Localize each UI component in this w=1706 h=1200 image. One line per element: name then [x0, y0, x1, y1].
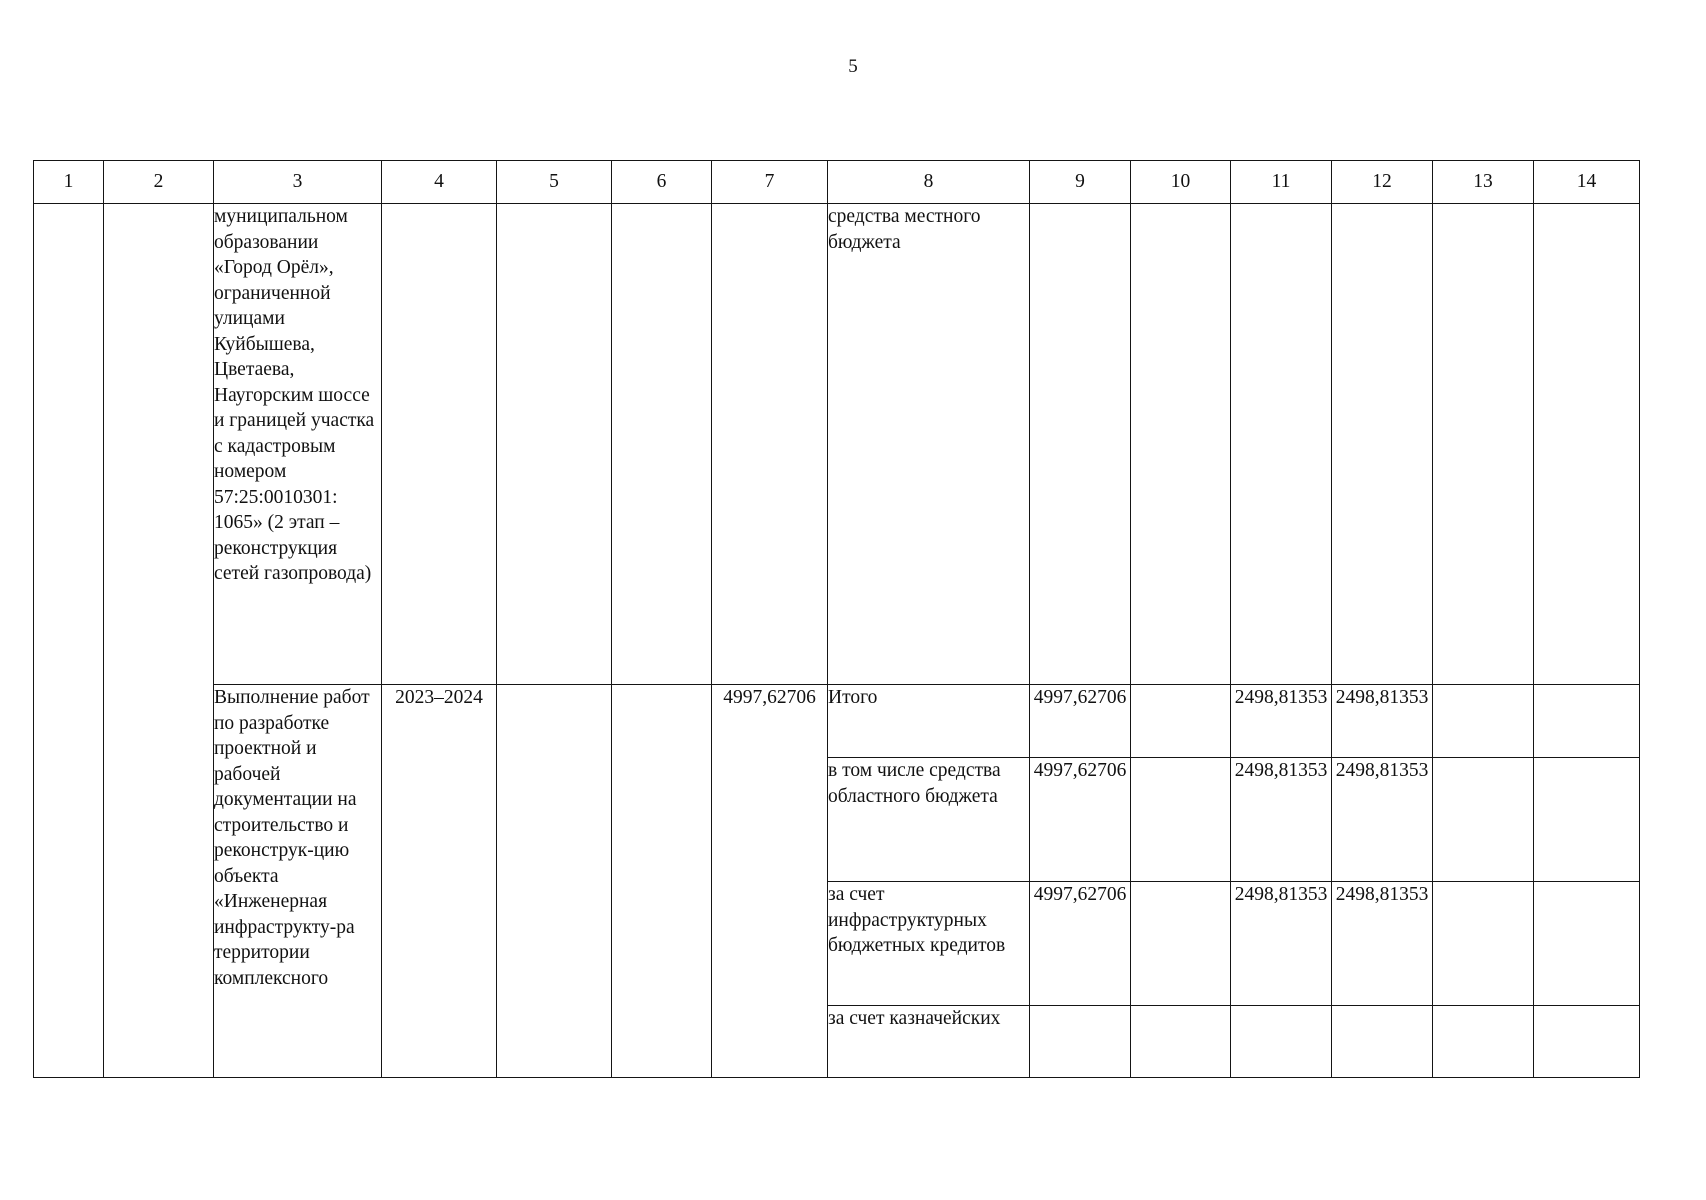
amount-col9: 4997,62706	[1030, 758, 1131, 882]
cell-empty	[712, 204, 828, 685]
amount-col11: 2498,81353	[1231, 758, 1332, 882]
funding-source: средства местного бюджета	[828, 204, 1030, 685]
cell-empty	[1030, 204, 1131, 685]
column-header: 13	[1433, 161, 1534, 204]
cell-empty	[1534, 204, 1640, 685]
column-header: 4	[382, 161, 497, 204]
amount-col14	[1534, 1006, 1640, 1078]
table-row	[34, 204, 1640, 685]
amount-col10	[1131, 685, 1231, 758]
amount-col11: 2498,81353	[1231, 685, 1332, 758]
column-header: 12	[1332, 161, 1433, 204]
column-header: 11	[1231, 161, 1332, 204]
funding-source: за счет казначейских	[828, 1006, 1030, 1078]
header-row	[34, 161, 1640, 204]
amount-col13	[1433, 758, 1534, 882]
total-cost: 4997,62706	[712, 685, 828, 1078]
cell-col1	[34, 204, 104, 1078]
amount-col13	[1433, 685, 1534, 758]
cell-empty	[382, 204, 497, 685]
cell-empty	[1231, 204, 1332, 685]
cell-col2	[104, 204, 214, 1078]
amount-col12	[1332, 1006, 1433, 1078]
amount-col14	[1534, 685, 1640, 758]
work-description	[214, 685, 382, 1078]
cell-empty	[497, 204, 612, 685]
table-row	[34, 685, 1640, 758]
funding-source: за счет инфраструктурных бюджетных кредитов	[828, 882, 1030, 1006]
amount-col13	[1433, 882, 1534, 1006]
column-header: 1	[34, 161, 104, 204]
column-header: 10	[1131, 161, 1231, 204]
amount-col10	[1131, 1006, 1231, 1078]
column-header: 6	[612, 161, 712, 204]
amount-col14	[1534, 758, 1640, 882]
column-header: 5	[497, 161, 612, 204]
column-header: 8	[828, 161, 1030, 204]
object-description	[214, 204, 382, 685]
cell-empty	[1433, 204, 1534, 685]
amount-col14	[1534, 882, 1640, 1006]
amount-col11: 2498,81353	[1231, 882, 1332, 1006]
cell-empty	[1332, 204, 1433, 685]
amount-col12: 2498,81353	[1332, 758, 1433, 882]
amount-col12: 2498,81353	[1332, 685, 1433, 758]
column-header: 9	[1030, 161, 1131, 204]
column-header: 14	[1534, 161, 1640, 204]
work-description-text: Выполнение работ по разработке проектной и рабочей документации на строительство и реконструк-цию объекта «Инженерная инфраструкту-ра территории комплексного	[214, 687, 370, 989]
cell-empty	[497, 685, 612, 1078]
amount-col9: 4997,62706	[1030, 685, 1131, 758]
amount-col9	[1030, 1006, 1131, 1078]
amount-col10	[1131, 882, 1231, 1006]
amount-col11	[1231, 1006, 1332, 1078]
column-header: 3	[214, 161, 382, 204]
funding-source: в том числе средства областного бюджета	[828, 758, 1030, 882]
cell-empty	[1131, 204, 1231, 685]
period: 2023–2024	[382, 685, 497, 1078]
object-description-text: муниципальном образовании «Город Орёл», ограниченной улицами Куйбышева, Цветаева, Наугорским шоссе и границей участка с кадастровым номером 57:25:0010301: 1065» (2 этап – реконструкция сетей газопровода)	[214, 206, 375, 584]
budget-table	[33, 160, 1640, 1078]
amount-col10	[1131, 758, 1231, 882]
cell-empty	[612, 204, 712, 685]
page-number: 5	[848, 56, 858, 77]
amount-col13	[1433, 1006, 1534, 1078]
column-header: 7	[712, 161, 828, 204]
amount-col9: 4997,62706	[1030, 882, 1131, 1006]
amount-col12: 2498,81353	[1332, 882, 1433, 1006]
funding-source: Итого	[828, 685, 1030, 758]
cell-empty	[612, 685, 712, 1078]
column-header: 2	[104, 161, 214, 204]
